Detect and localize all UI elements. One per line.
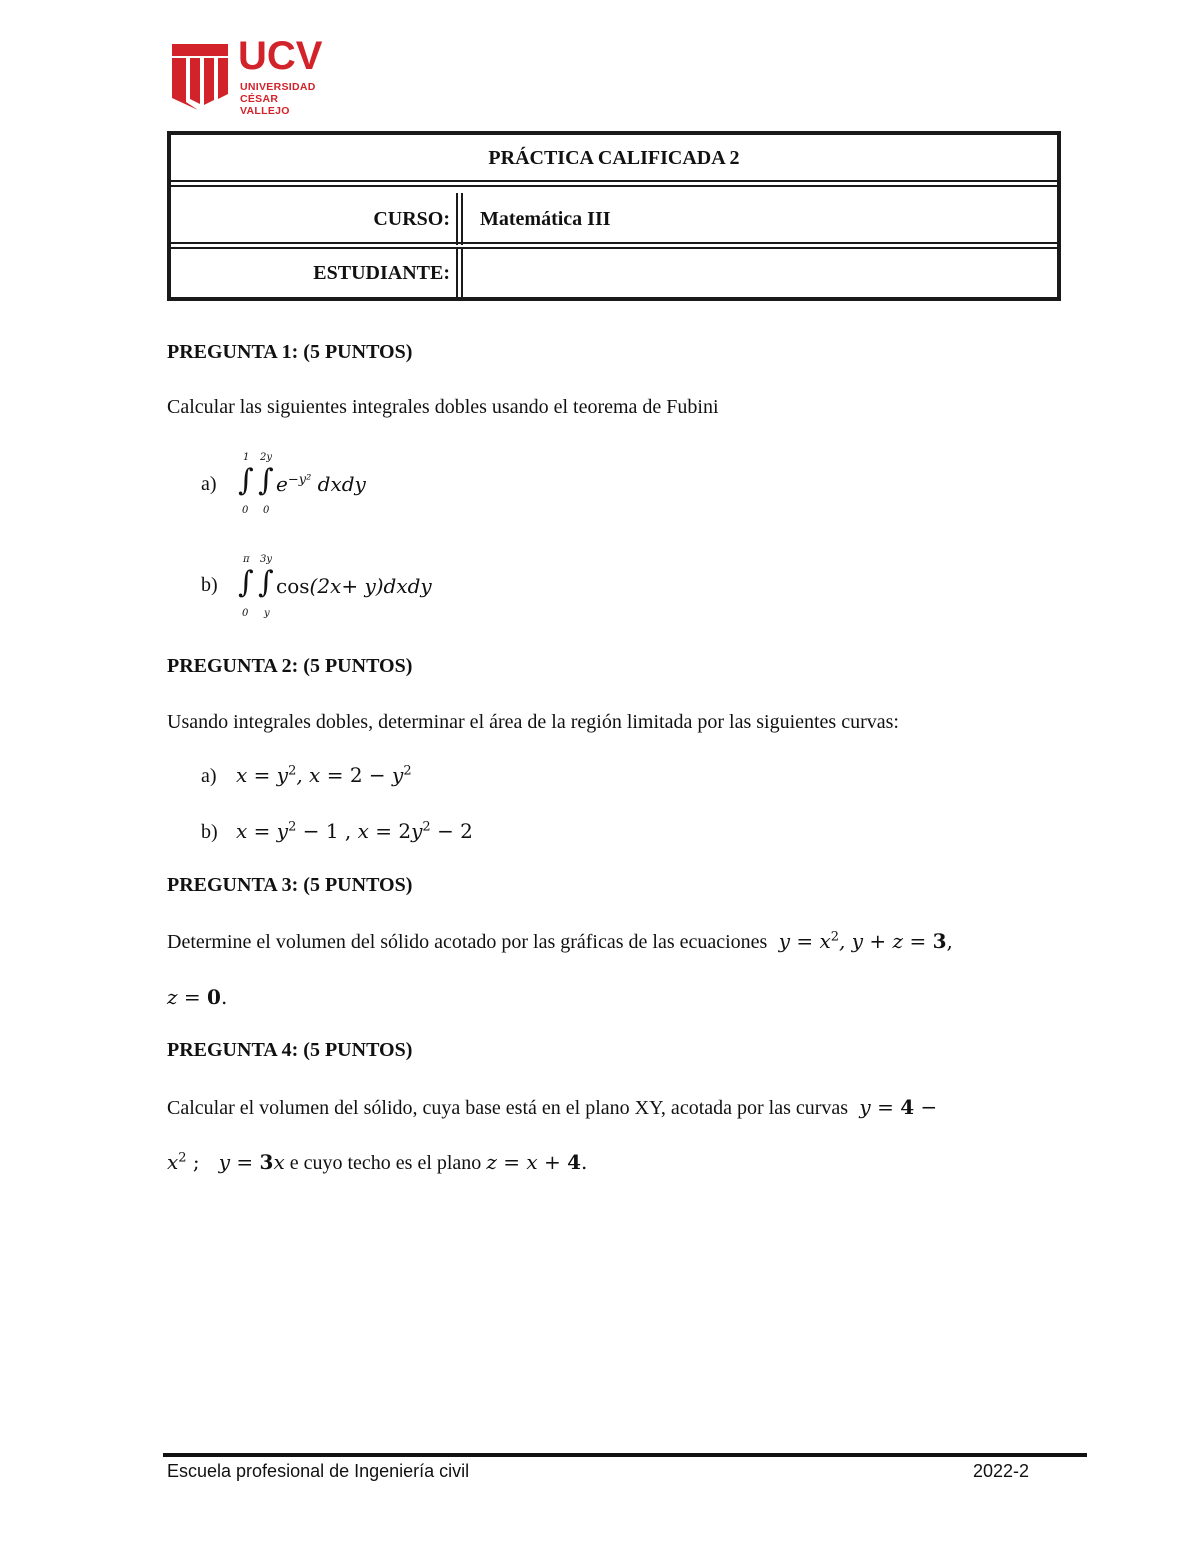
- q1-a-integral: 1 2y ∫ ∫ 0 0 $e^{-y^2}$ dxdy: [238, 452, 366, 516]
- question-4-heading: PREGUNTA 4: (5 PUNTOS): [167, 1039, 413, 1061]
- student-label: ESTUDIANTE:: [171, 249, 463, 297]
- question-4-text-1: Calcular el volumen del sólido, cuya base está en el plano XY, acotada por las curvas: [167, 1097, 849, 1119]
- q1-b-label: b): [201, 574, 218, 596]
- course-label: CURSO:: [171, 193, 463, 245]
- question-1-text: Calcular las siguientes integrales dobles usando el teorema de Fubini: [167, 396, 719, 418]
- q2-a-equation: $x = y^2$, $x = 2 - y^2$: [236, 763, 412, 787]
- q4-equation-2: z = x + 4.: [486, 1150, 588, 1174]
- question-3-text: Determine el volumen del sólido acotado por las gráficas de las ecuaciones: [167, 931, 768, 953]
- question-3-line-1: [167, 929, 953, 954]
- q1-b-integral: π 3y ∫ ∫ 0 y cos(2x+ y)dxdy: [238, 554, 432, 619]
- q3-equations: $y = x^2$, y + z = 3,: [772, 929, 953, 953]
- exam-title: PRÁCTICA CALIFICADA 2: [171, 135, 1057, 187]
- course-value: Matemática III: [480, 208, 611, 230]
- footer-rule: [163, 1453, 1087, 1457]
- footer-period: 2022-2: [973, 1461, 1030, 1481]
- q1-a-label: a): [201, 473, 217, 495]
- student-field[interactable]: [470, 249, 1057, 297]
- logo-line-1: UNIVERSIDAD: [240, 81, 316, 93]
- q3-equation-z: z = 0.: [167, 985, 228, 1009]
- question-4-line-2: $x^2$ ; y = 3x e cuyo techo es el plano z = x + 4.: [167, 1150, 588, 1174]
- logo-line-2: CÉSAR VALLEJO: [240, 93, 290, 117]
- ucv-logo: [170, 34, 330, 117]
- q2-a-label: a): [201, 765, 217, 787]
- question-2-heading: PREGUNTA 2: (5 PUNTOS): [167, 655, 413, 677]
- q4-equation-1: y = 4 −: [853, 1095, 938, 1119]
- question-2-text: Usando integrales dobles, determinar el área de la región limitada por las siguientes curvas:: [167, 711, 899, 733]
- question-4-text-2: e cuyo techo es el plano: [289, 1152, 482, 1174]
- footer-school: Escuela profesional de Ingeniería civil: [167, 1461, 470, 1481]
- header-table: [167, 131, 1061, 301]
- question-4-line-1: [167, 1095, 937, 1120]
- ucv-shield-icon: [170, 42, 230, 110]
- question-3-heading: PREGUNTA 3: (5 PUNTOS): [167, 874, 413, 896]
- question-1-heading: PREGUNTA 1: (5 PUNTOS): [167, 341, 413, 363]
- q2-b-label: b): [201, 821, 218, 843]
- row-divider: [171, 242, 1057, 249]
- q2-b-equation: $x = y^2 - 1$ , $x = 2y^2 - 2$: [236, 819, 473, 843]
- logo-wordmark: UCV: [238, 34, 323, 78]
